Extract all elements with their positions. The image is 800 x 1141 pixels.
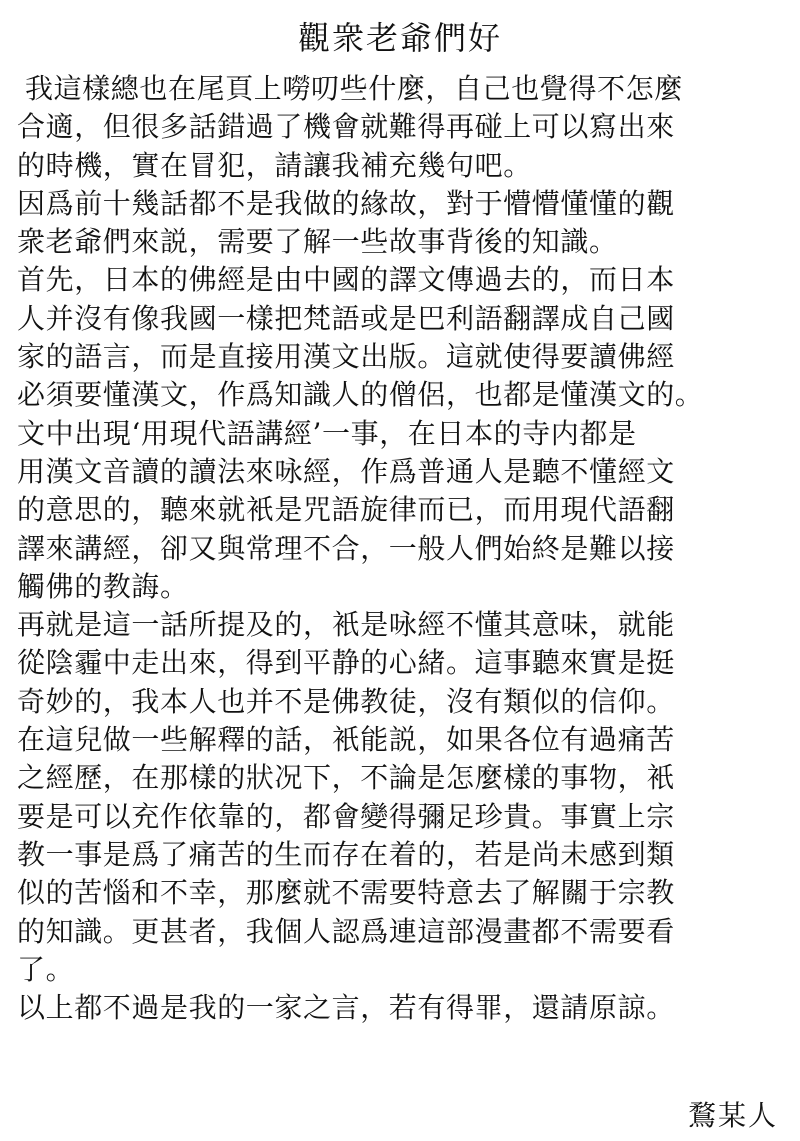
text-line: 似的苦惱和不幸，那麼就不需要特意去了解關于宗教 (17, 876, 675, 910)
text-line: 合適，但很多話錯過了機會就難得再碰上可以寫出來 (17, 110, 675, 144)
text-line: 要是可以充作依靠的，都會變得彌足珍貴。事實上宗 (17, 799, 675, 833)
text-line: 的時機，實在冒犯，請讓我補充幾句吧。 (17, 148, 532, 182)
text-line: 在這兒做一些解釋的話，衹能説，如果各位有過痛苦 (17, 723, 675, 757)
text-line: 觸佛的教誨。 (17, 569, 189, 603)
text-line: 因爲前十幾話都不是我做的緣故，對于懵懵懂懂的觀 (17, 186, 675, 220)
text-line: 必須要懂漢文，作爲知識人的僧侶，也都是懂漢文的。 (17, 378, 704, 412)
text-line: 我這樣總也在尾頁上嘮叨些什麼，自己也覺得不怎麼 (25, 72, 683, 105)
text-line: 了。 (17, 952, 75, 986)
text-line: 家的語言，而是直接用漢文出版。這就使得要讀佛經 (17, 340, 675, 374)
page-title: 觀衆老爺們好 (297, 19, 502, 57)
body-text (17, 70, 792, 1027)
text-line: 以上都不過是我的一家之言，若有得罪，還請原諒。 (17, 991, 675, 1025)
text-line: 再就是這一話所提及的，衹是咏經不懂其意味，就能 (17, 608, 675, 642)
text-line: 譯來講經，卻又與常理不合，一般人們始終是難以接 (17, 531, 675, 565)
text-line: 文中出現‘用現代語講經’一事，在日本的寺内都是 (17, 416, 637, 450)
text-line: 人并沒有像我國一樣把梵語或是巴利語翻譯成自己國 (17, 301, 675, 335)
text-line: 的意思的，聽來就衹是咒語旋律而已，而用現代語翻 (17, 493, 675, 527)
text-line: 從陰霾中走出來，得到平静的心緒。這事聽來實是挺 (17, 646, 675, 680)
author-signature: 鶩某人 (687, 1099, 778, 1132)
text-line: 教一事是爲了痛苦的生而存在着的，若是尚未感到類 (17, 837, 675, 871)
text-line: 首先，日本的佛經是由中國的譯文傳過去的，而日本 (17, 263, 675, 297)
text-line: 的知識。更甚者，我個人認爲連這部漫畫都不需要看 (17, 914, 675, 948)
text-line: 用漢文音讀的讀法來咏經，作爲普通人是聽不懂經文 (17, 454, 675, 488)
text-line: 衆老爺們來説，需要了解一些故事背後的知識。 (17, 225, 618, 259)
text-line: 之經歷，在那樣的狀况下，不論是怎麼樣的事物，衹 (17, 761, 675, 795)
text-line: 奇妙的，我本人也并不是佛教徒，沒有類似的信仰。 (17, 684, 675, 718)
